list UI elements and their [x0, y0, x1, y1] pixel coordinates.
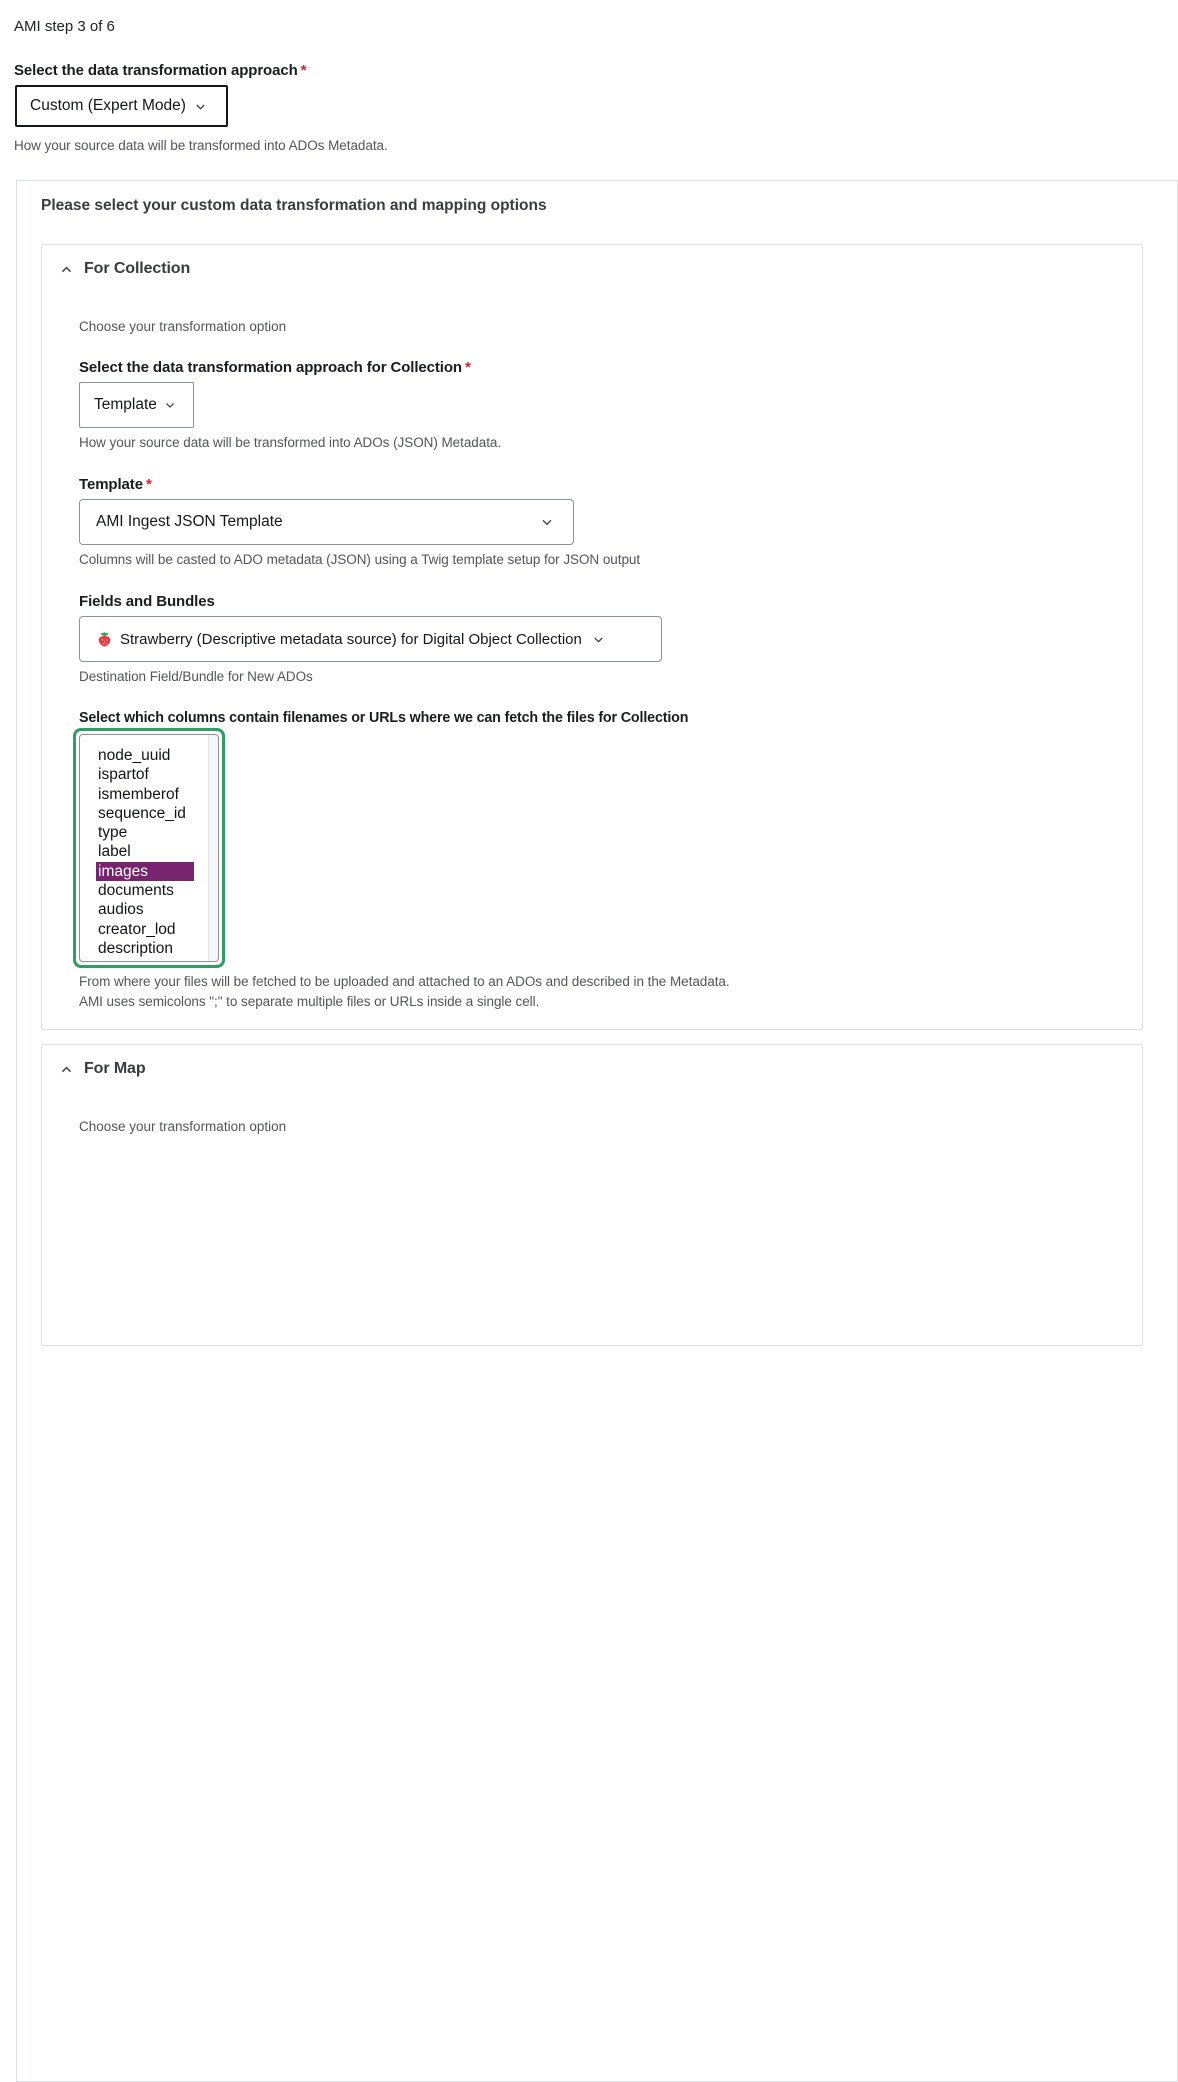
chevron-down-icon: [539, 514, 555, 530]
approach-select-value: Custom (Expert Mode): [30, 97, 186, 114]
list-item[interactable]: type: [98, 824, 128, 842]
chevron-down-icon: [163, 398, 177, 412]
filelist-options: [80, 735, 218, 958]
filelist-help: From where your files will be fetched to be uploaded and attached to an ADOs and described in the Metadata. AMI uses semicolons ";" to separate multiple files or URLs inside a single cell.: [79, 974, 730, 1009]
list-item[interactable]: audios: [98, 901, 144, 919]
list-item[interactable]: ispartof: [98, 766, 149, 784]
template-select[interactable]: [79, 499, 574, 545]
page-title: AMI step 3 of 6: [14, 18, 115, 35]
collection-approach-label: Select the data transformation approach for Collection *: [79, 359, 471, 376]
list-item[interactable]: sequence_id: [98, 804, 186, 822]
filelist-focus-ring: [73, 728, 225, 968]
list-item[interactable]: creator_lod: [98, 920, 176, 938]
list-item[interactable]: documents: [98, 882, 174, 900]
panel-title: Please select your custom data transformation and mapping options: [41, 197, 547, 214]
collection-approach-help: How your source data will be transformed into ADOs (JSON) Metadata.: [79, 435, 502, 450]
map-intro: Choose your transformation option: [79, 1119, 287, 1134]
for-collection-section: [41, 244, 1143, 1030]
approach-label: Select the data transformation approach *: [14, 62, 307, 79]
custom-options-panel: [16, 180, 1178, 2082]
list-item[interactable]: ismemberof: [98, 785, 179, 803]
collection-intro: Choose your transformation option: [79, 319, 287, 334]
chevron-down-icon: [193, 99, 208, 114]
list-item-selected[interactable]: images: [80, 862, 218, 881]
for-map-toggle[interactable]: [59, 1060, 146, 1078]
collection-approach-select[interactable]: [79, 382, 194, 428]
template-help: Columns will be casted to ADO metadata (JSON) using a Twig template setup for JSON output: [79, 552, 641, 567]
section-header-label: For Collection: [84, 260, 191, 277]
for-map-section: [41, 1044, 1143, 1346]
chevron-up-icon: [59, 262, 74, 277]
collection-approach-value: Template: [94, 396, 157, 413]
template-select-value: AMI Ingest JSON Template: [96, 513, 283, 530]
template-label: Template *: [79, 476, 152, 493]
chevron-down-icon: [591, 632, 606, 647]
scrollbar[interactable]: [208, 735, 218, 961]
required-marker: *: [465, 359, 471, 376]
fields-bundles-select[interactable]: [79, 616, 662, 662]
fields-bundles-help: Destination Field/Bundle for New ADOs: [79, 669, 313, 684]
filelist-multiselect[interactable]: [79, 734, 219, 962]
for-collection-toggle[interactable]: [59, 260, 190, 278]
approach-help: How your source data will be transformed into ADOs Metadata.: [14, 138, 388, 153]
required-marker: *: [145, 476, 152, 493]
filelist-label: Select which columns contain filenames or URLs where we can fetch the files for Collection: [79, 710, 689, 726]
required-marker: *: [300, 62, 307, 79]
strawberry-icon: [96, 631, 113, 648]
list-item[interactable]: node_uuid: [98, 747, 171, 764]
list-item[interactable]: description: [98, 939, 173, 957]
chevron-up-icon: [59, 1062, 74, 1077]
fields-bundles-value: Strawberry (Descriptive metadata source) for Digital Object Collection: [96, 631, 582, 648]
section-header-label: For Map: [84, 1060, 146, 1077]
list-item[interactable]: label: [98, 843, 131, 861]
fields-bundles-label: Fields and Bundles: [79, 593, 215, 610]
approach-select[interactable]: [15, 85, 228, 127]
ami-step-form: [0, 0, 743, 1134]
